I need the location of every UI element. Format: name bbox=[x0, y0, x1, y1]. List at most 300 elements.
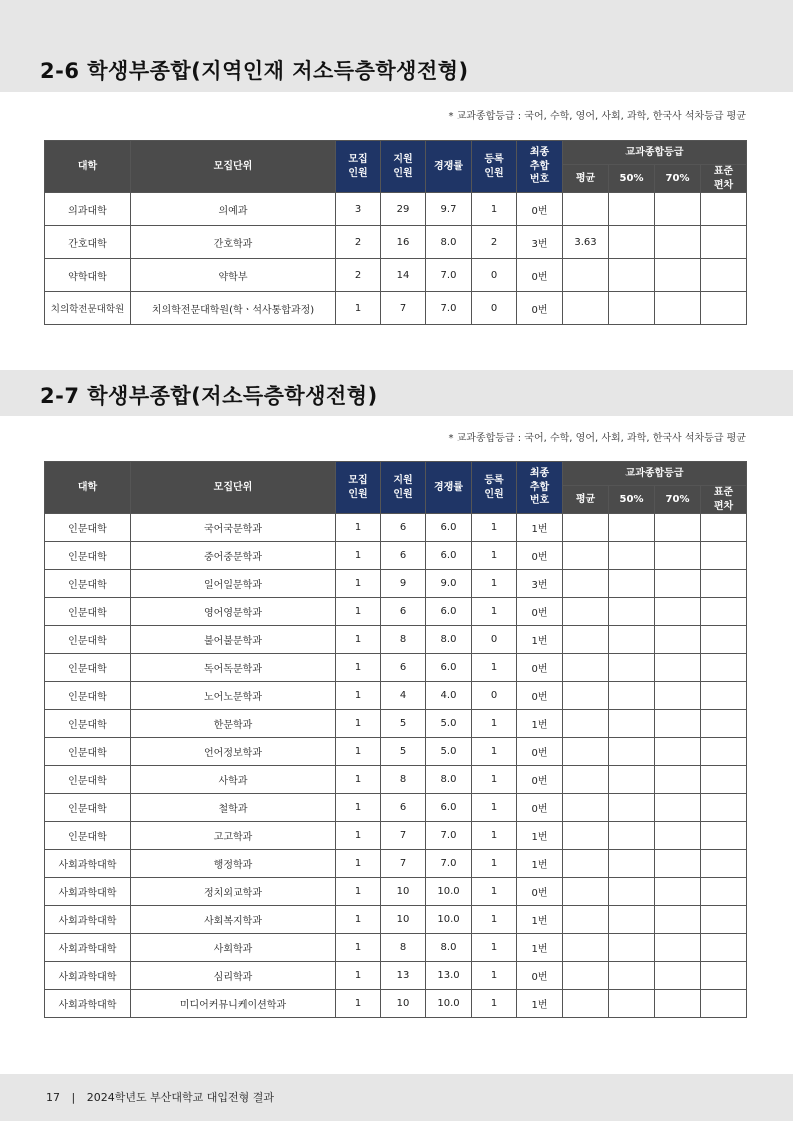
col-applicants-label: 지원 인원 bbox=[393, 154, 413, 179]
col-p70: 70% bbox=[655, 486, 701, 514]
cell-applicants: 6 bbox=[381, 654, 426, 682]
cell-college: 인문대학 bbox=[45, 794, 131, 822]
table-row bbox=[45, 626, 747, 654]
cell-final: 3번 bbox=[517, 226, 563, 259]
col-grade-group: 교과종합등급 bbox=[563, 141, 747, 165]
cell-sd bbox=[701, 990, 747, 1018]
cell-registered: 1 bbox=[472, 654, 517, 682]
col-college: 대학 bbox=[45, 462, 131, 514]
col-quota-label: 모집 인원 bbox=[348, 475, 368, 500]
cell-registered: 1 bbox=[472, 710, 517, 738]
cell-avg bbox=[563, 259, 609, 292]
cell-sd bbox=[701, 598, 747, 626]
cell-quota: 1 bbox=[336, 738, 381, 766]
grade-note: * 교과종합등급 : 국어, 수학, 영어, 사회, 과학, 한국사 석차등급 평균 bbox=[448, 433, 746, 444]
cell-applicants: 7 bbox=[381, 822, 426, 850]
cell-quota: 1 bbox=[336, 514, 381, 542]
cell-sd bbox=[701, 878, 747, 906]
col-registered bbox=[472, 462, 517, 514]
cell-p70 bbox=[655, 738, 701, 766]
cell-ratio: 8.0 bbox=[426, 766, 472, 794]
table-row bbox=[45, 822, 747, 850]
cell-p50 bbox=[609, 850, 655, 878]
col-sd-label: 표준 편차 bbox=[713, 166, 734, 191]
cell-ratio: 7.0 bbox=[426, 850, 472, 878]
cell-p70 bbox=[655, 794, 701, 822]
table-row bbox=[45, 570, 747, 598]
cell-avg bbox=[563, 542, 609, 570]
cell-sd bbox=[701, 259, 747, 292]
cell-p70 bbox=[655, 906, 701, 934]
cell-avg bbox=[563, 794, 609, 822]
cell-quota: 1 bbox=[336, 850, 381, 878]
cell-quota: 1 bbox=[336, 990, 381, 1018]
col-college: 대학 bbox=[45, 141, 131, 193]
cell-final: 0번 bbox=[517, 193, 563, 226]
cell-quota: 1 bbox=[336, 570, 381, 598]
cell-p50 bbox=[609, 626, 655, 654]
table-row bbox=[45, 542, 747, 570]
cell-p50 bbox=[609, 193, 655, 226]
cell-sd bbox=[701, 226, 747, 259]
cell-college: 인문대학 bbox=[45, 514, 131, 542]
col-p70: 70% bbox=[655, 165, 701, 193]
page-number: 17 bbox=[46, 1091, 60, 1104]
cell-quota: 2 bbox=[336, 226, 381, 259]
cell-applicants: 8 bbox=[381, 766, 426, 794]
cell-applicants: 10 bbox=[381, 990, 426, 1018]
table-body bbox=[45, 514, 747, 1018]
cell-final: 0번 bbox=[517, 738, 563, 766]
cell-p70 bbox=[655, 878, 701, 906]
cell-college: 치의학전문대학원 bbox=[45, 292, 131, 325]
cell-college: 약학대학 bbox=[45, 259, 131, 292]
cell-final: 1번 bbox=[517, 850, 563, 878]
table-row bbox=[45, 794, 747, 822]
cell-p50 bbox=[609, 654, 655, 682]
cell-sd bbox=[701, 962, 747, 990]
cell-registered: 1 bbox=[472, 850, 517, 878]
table-row bbox=[45, 193, 747, 226]
cell-sd bbox=[701, 542, 747, 570]
cell-quota: 1 bbox=[336, 822, 381, 850]
cell-sd bbox=[701, 654, 747, 682]
cell-p70 bbox=[655, 766, 701, 794]
cell-college: 인문대학 bbox=[45, 626, 131, 654]
cell-ratio: 9.7 bbox=[426, 193, 472, 226]
cell-final: 1번 bbox=[517, 990, 563, 1018]
cell-unit: 언어정보학과 bbox=[131, 738, 336, 766]
cell-unit: 사회학과 bbox=[131, 934, 336, 962]
cell-final: 1번 bbox=[517, 822, 563, 850]
cell-final: 3번 bbox=[517, 570, 563, 598]
cell-p50 bbox=[609, 710, 655, 738]
page-footer bbox=[46, 1089, 274, 1105]
cell-applicants: 8 bbox=[381, 626, 426, 654]
table-row bbox=[45, 990, 747, 1018]
cell-avg bbox=[563, 654, 609, 682]
cell-p50 bbox=[609, 962, 655, 990]
table-row bbox=[45, 766, 747, 794]
table-row bbox=[45, 514, 747, 542]
cell-unit: 치의학전문대학원(학ㆍ석사통합과정) bbox=[131, 292, 336, 325]
cell-ratio: 6.0 bbox=[426, 598, 472, 626]
cell-avg: 3.63 bbox=[563, 226, 609, 259]
cell-final: 1번 bbox=[517, 710, 563, 738]
cell-p70 bbox=[655, 226, 701, 259]
col-applicants bbox=[381, 141, 426, 193]
cell-final: 0번 bbox=[517, 259, 563, 292]
cell-registered: 1 bbox=[472, 738, 517, 766]
cell-p50 bbox=[609, 570, 655, 598]
cell-p70 bbox=[655, 934, 701, 962]
col-quota bbox=[336, 141, 381, 193]
cell-applicants: 5 bbox=[381, 738, 426, 766]
cell-avg bbox=[563, 598, 609, 626]
cell-registered: 1 bbox=[472, 934, 517, 962]
cell-quota: 1 bbox=[336, 962, 381, 990]
cell-unit: 사학과 bbox=[131, 766, 336, 794]
table-row bbox=[45, 906, 747, 934]
cell-applicants: 10 bbox=[381, 906, 426, 934]
cell-final: 0번 bbox=[517, 292, 563, 325]
cell-sd bbox=[701, 934, 747, 962]
cell-p50 bbox=[609, 822, 655, 850]
cell-unit: 노어노문학과 bbox=[131, 682, 336, 710]
cell-unit: 중어중문학과 bbox=[131, 542, 336, 570]
table-row bbox=[45, 878, 747, 906]
cell-college: 사회과학대학 bbox=[45, 878, 131, 906]
cell-quota: 1 bbox=[336, 626, 381, 654]
cell-p70 bbox=[655, 542, 701, 570]
cell-p50 bbox=[609, 259, 655, 292]
col-quota bbox=[336, 462, 381, 514]
cell-final: 0번 bbox=[517, 682, 563, 710]
col-sd bbox=[701, 486, 747, 514]
cell-quota: 1 bbox=[336, 878, 381, 906]
cell-p50 bbox=[609, 292, 655, 325]
cell-avg bbox=[563, 962, 609, 990]
table-row bbox=[45, 292, 747, 325]
col-ratio: 경쟁률 bbox=[426, 141, 472, 193]
cell-applicants: 6 bbox=[381, 794, 426, 822]
grade-note: * 교과종합등급 : 국어, 수학, 영어, 사회, 과학, 한국사 석차등급 평균 bbox=[448, 111, 746, 122]
table-row bbox=[45, 654, 747, 682]
cell-p50 bbox=[609, 738, 655, 766]
cell-final: 0번 bbox=[517, 794, 563, 822]
cell-sd bbox=[701, 738, 747, 766]
cell-unit: 정치외교학과 bbox=[131, 878, 336, 906]
cell-registered: 1 bbox=[472, 542, 517, 570]
cell-unit: 고고학과 bbox=[131, 822, 336, 850]
cell-college: 간호대학 bbox=[45, 226, 131, 259]
cell-quota: 1 bbox=[336, 654, 381, 682]
cell-college: 사회과학대학 bbox=[45, 962, 131, 990]
cell-final: 1번 bbox=[517, 514, 563, 542]
cell-college: 인문대학 bbox=[45, 682, 131, 710]
cell-p70 bbox=[655, 654, 701, 682]
cell-quota: 3 bbox=[336, 193, 381, 226]
footer-title: 2024학년도 부산대학교 대입전형 결과 bbox=[86, 1091, 274, 1104]
table-row bbox=[45, 710, 747, 738]
cell-final: 0번 bbox=[517, 962, 563, 990]
cell-avg bbox=[563, 292, 609, 325]
cell-ratio: 4.0 bbox=[426, 682, 472, 710]
cell-applicants: 10 bbox=[381, 878, 426, 906]
cell-sd bbox=[701, 850, 747, 878]
cell-avg bbox=[563, 570, 609, 598]
cell-unit: 약학부 bbox=[131, 259, 336, 292]
cell-college: 사회과학대학 bbox=[45, 906, 131, 934]
cell-avg bbox=[563, 906, 609, 934]
cell-p50 bbox=[609, 934, 655, 962]
cell-college: 사회과학대학 bbox=[45, 934, 131, 962]
col-final-label: 최종 추합 번호 bbox=[529, 147, 550, 186]
cell-avg bbox=[563, 710, 609, 738]
cell-sd bbox=[701, 710, 747, 738]
cell-sd bbox=[701, 766, 747, 794]
cell-avg bbox=[563, 990, 609, 1018]
cell-quota: 1 bbox=[336, 934, 381, 962]
col-unit: 모집단위 bbox=[131, 462, 336, 514]
cell-final: 0번 bbox=[517, 766, 563, 794]
col-final bbox=[517, 462, 563, 514]
cell-applicants: 5 bbox=[381, 710, 426, 738]
cell-applicants: 7 bbox=[381, 292, 426, 325]
cell-college: 인문대학 bbox=[45, 766, 131, 794]
cell-unit: 한문학과 bbox=[131, 710, 336, 738]
cell-ratio: 5.0 bbox=[426, 710, 472, 738]
cell-college: 인문대학 bbox=[45, 710, 131, 738]
cell-applicants: 4 bbox=[381, 682, 426, 710]
cell-registered: 1 bbox=[472, 962, 517, 990]
cell-registered: 1 bbox=[472, 598, 517, 626]
cell-ratio: 9.0 bbox=[426, 570, 472, 598]
cell-p50 bbox=[609, 906, 655, 934]
cell-ratio: 8.0 bbox=[426, 626, 472, 654]
cell-avg bbox=[563, 878, 609, 906]
col-final bbox=[517, 141, 563, 193]
cell-registered: 1 bbox=[472, 766, 517, 794]
cell-applicants: 6 bbox=[381, 514, 426, 542]
cell-registered: 0 bbox=[472, 626, 517, 654]
cell-sd bbox=[701, 906, 747, 934]
cell-quota: 1 bbox=[336, 598, 381, 626]
cell-unit: 행정학과 bbox=[131, 850, 336, 878]
cell-registered: 1 bbox=[472, 990, 517, 1018]
cell-p50 bbox=[609, 514, 655, 542]
col-registered-label: 등록 인원 bbox=[484, 154, 504, 179]
cell-unit: 사회복지학과 bbox=[131, 906, 336, 934]
cell-applicants: 6 bbox=[381, 598, 426, 626]
cell-ratio: 7.0 bbox=[426, 292, 472, 325]
col-registered-label: 등록 인원 bbox=[484, 475, 504, 500]
cell-applicants: 6 bbox=[381, 542, 426, 570]
cell-applicants: 14 bbox=[381, 259, 426, 292]
cell-p50 bbox=[609, 682, 655, 710]
cell-p70 bbox=[655, 598, 701, 626]
col-applicants-label: 지원 인원 bbox=[393, 475, 413, 500]
cell-sd bbox=[701, 292, 747, 325]
cell-quota: 1 bbox=[336, 906, 381, 934]
cell-final: 1번 bbox=[517, 906, 563, 934]
col-applicants bbox=[381, 462, 426, 514]
cell-unit: 일어일문학과 bbox=[131, 570, 336, 598]
cell-avg bbox=[563, 822, 609, 850]
table-row bbox=[45, 226, 747, 259]
cell-applicants: 8 bbox=[381, 934, 426, 962]
cell-p50 bbox=[609, 878, 655, 906]
cell-p70 bbox=[655, 259, 701, 292]
cell-college: 사회과학대학 bbox=[45, 990, 131, 1018]
cell-ratio: 6.0 bbox=[426, 514, 472, 542]
cell-registered: 1 bbox=[472, 570, 517, 598]
cell-p70 bbox=[655, 682, 701, 710]
cell-avg bbox=[563, 682, 609, 710]
cell-final: 0번 bbox=[517, 878, 563, 906]
cell-college: 인문대학 bbox=[45, 822, 131, 850]
cell-ratio: 6.0 bbox=[426, 654, 472, 682]
col-unit: 모집단위 bbox=[131, 141, 336, 193]
cell-avg bbox=[563, 514, 609, 542]
col-registered bbox=[472, 141, 517, 193]
cell-avg bbox=[563, 193, 609, 226]
cell-final: 0번 bbox=[517, 542, 563, 570]
col-p50: 50% bbox=[609, 165, 655, 193]
cell-sd bbox=[701, 794, 747, 822]
cell-avg bbox=[563, 626, 609, 654]
cell-registered: 1 bbox=[472, 878, 517, 906]
cell-final: 0번 bbox=[517, 598, 563, 626]
cell-ratio: 6.0 bbox=[426, 794, 472, 822]
cell-p50 bbox=[609, 990, 655, 1018]
results-table-2-6 bbox=[44, 140, 747, 325]
cell-p70 bbox=[655, 990, 701, 1018]
cell-ratio: 10.0 bbox=[426, 990, 472, 1018]
cell-college: 인문대학 bbox=[45, 738, 131, 766]
cell-college: 인문대학 bbox=[45, 654, 131, 682]
cell-quota: 1 bbox=[336, 542, 381, 570]
cell-college: 인문대학 bbox=[45, 542, 131, 570]
cell-unit: 영어영문학과 bbox=[131, 598, 336, 626]
col-avg: 평균 bbox=[563, 165, 609, 193]
table-row bbox=[45, 934, 747, 962]
table-row bbox=[45, 598, 747, 626]
cell-final: 1번 bbox=[517, 934, 563, 962]
cell-applicants: 13 bbox=[381, 962, 426, 990]
col-sd-label: 표준 편차 bbox=[713, 487, 734, 512]
cell-quota: 1 bbox=[336, 292, 381, 325]
cell-p50 bbox=[609, 542, 655, 570]
cell-ratio: 7.0 bbox=[426, 259, 472, 292]
col-avg: 평균 bbox=[563, 486, 609, 514]
cell-sd bbox=[701, 514, 747, 542]
table-row bbox=[45, 850, 747, 878]
cell-unit: 철학과 bbox=[131, 794, 336, 822]
cell-registered: 0 bbox=[472, 682, 517, 710]
col-p50: 50% bbox=[609, 486, 655, 514]
cell-applicants: 29 bbox=[381, 193, 426, 226]
cell-unit: 미디어커뮤니케이션학과 bbox=[131, 990, 336, 1018]
cell-ratio: 8.0 bbox=[426, 934, 472, 962]
cell-ratio: 6.0 bbox=[426, 542, 472, 570]
cell-quota: 1 bbox=[336, 710, 381, 738]
cell-college: 인문대학 bbox=[45, 598, 131, 626]
footer-separator: | bbox=[71, 1091, 76, 1104]
cell-p70 bbox=[655, 710, 701, 738]
cell-final: 0번 bbox=[517, 654, 563, 682]
col-quota-label: 모집 인원 bbox=[348, 154, 368, 179]
cell-college: 사회과학대학 bbox=[45, 850, 131, 878]
cell-registered: 0 bbox=[472, 292, 517, 325]
table-row bbox=[45, 682, 747, 710]
cell-ratio: 7.0 bbox=[426, 822, 472, 850]
cell-ratio: 8.0 bbox=[426, 226, 472, 259]
cell-p50 bbox=[609, 226, 655, 259]
cell-registered: 2 bbox=[472, 226, 517, 259]
cell-p70 bbox=[655, 850, 701, 878]
cell-p70 bbox=[655, 962, 701, 990]
cell-p70 bbox=[655, 570, 701, 598]
cell-final: 1번 bbox=[517, 626, 563, 654]
cell-applicants: 9 bbox=[381, 570, 426, 598]
cell-registered: 1 bbox=[472, 822, 517, 850]
cell-quota: 1 bbox=[336, 794, 381, 822]
section-title: 2-6 학생부종합(지역인재 저소득층학생전형) bbox=[40, 59, 469, 83]
table-row bbox=[45, 738, 747, 766]
cell-p70 bbox=[655, 514, 701, 542]
cell-p70 bbox=[655, 193, 701, 226]
cell-sd bbox=[701, 626, 747, 654]
cell-quota: 1 bbox=[336, 766, 381, 794]
cell-p70 bbox=[655, 626, 701, 654]
cell-p70 bbox=[655, 822, 701, 850]
cell-college: 의과대학 bbox=[45, 193, 131, 226]
cell-sd bbox=[701, 570, 747, 598]
cell-sd bbox=[701, 193, 747, 226]
cell-avg bbox=[563, 850, 609, 878]
cell-college: 인문대학 bbox=[45, 570, 131, 598]
cell-unit: 의예과 bbox=[131, 193, 336, 226]
cell-ratio: 5.0 bbox=[426, 738, 472, 766]
table-body bbox=[45, 193, 747, 325]
cell-applicants: 7 bbox=[381, 850, 426, 878]
col-grade-group: 교과종합등급 bbox=[563, 462, 747, 486]
table-row bbox=[45, 962, 747, 990]
cell-avg bbox=[563, 738, 609, 766]
cell-p70 bbox=[655, 292, 701, 325]
results-table-2-7 bbox=[44, 461, 747, 1018]
cell-sd bbox=[701, 682, 747, 710]
cell-sd bbox=[701, 822, 747, 850]
col-final-label: 최종 추합 번호 bbox=[529, 468, 550, 507]
cell-registered: 0 bbox=[472, 259, 517, 292]
cell-avg bbox=[563, 934, 609, 962]
cell-p50 bbox=[609, 794, 655, 822]
section-title: 2-7 학생부종합(저소득층학생전형) bbox=[40, 384, 378, 408]
col-sd bbox=[701, 165, 747, 193]
table-row bbox=[45, 259, 747, 292]
cell-p50 bbox=[609, 598, 655, 626]
cell-quota: 2 bbox=[336, 259, 381, 292]
cell-registered: 1 bbox=[472, 193, 517, 226]
cell-unit: 불어불문학과 bbox=[131, 626, 336, 654]
cell-unit: 심리학과 bbox=[131, 962, 336, 990]
cell-p50 bbox=[609, 766, 655, 794]
cell-avg bbox=[563, 766, 609, 794]
col-ratio: 경쟁률 bbox=[426, 462, 472, 514]
cell-quota: 1 bbox=[336, 682, 381, 710]
